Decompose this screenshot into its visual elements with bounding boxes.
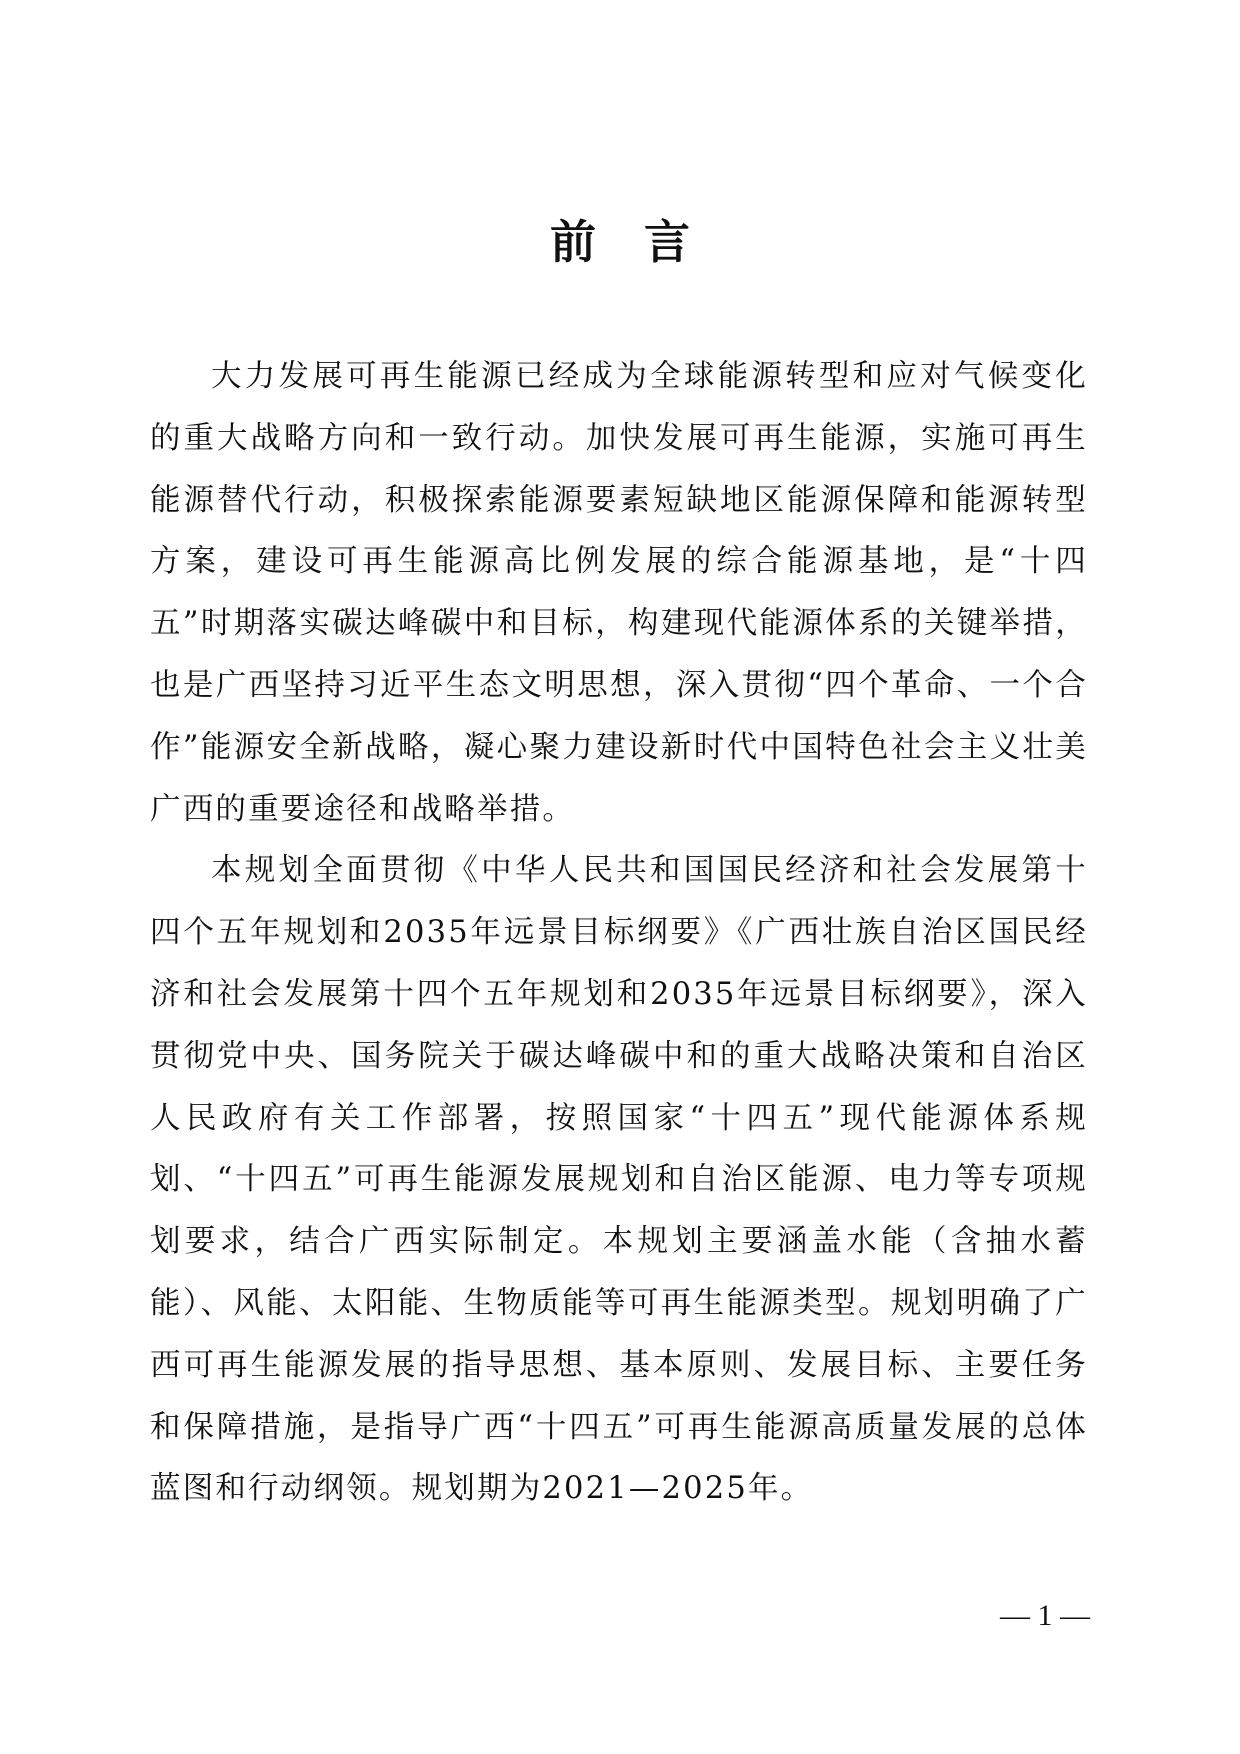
paragraph-1: 大力发展可再生能源已经成为全球能源转型和应对气候变化的重大战略方向和一致行动。加快发展可再生能源，实施可再生能源替代行动，积极探索能源要素短缺地区能源保障和能源转型方案，建设可再生能源高比例发展的综合能源基地，是“十四五”时期落实碳达峰碳中和目标，构建现代能源体系的关键举措，也是广西坚持习近平生态文明思想，深入贯彻“四个革命、一个合作”能源安全新战略，凝心聚力建设新时代中国特色社会主义壮美广西的重要途径和战略举措。: [150, 359, 1088, 827]
page-number: — 1 —: [1000, 1599, 1090, 1632]
document-body: [150, 346, 1088, 1520]
page-title: 前言: [550, 215, 738, 269]
paragraph-2: 本规划全面贯彻《中华人民共和国国民经济和社会发展第十四个五年规划和2035年远景目标纲要》《广西壮族自治区国民经济和社会发展第十四个五年规划和2035年远景目标纲要》，深入贯彻党中央、国务院关于碳达峰碳中和的重大战略决策和自治区人民政府有关工作部署，按照国家“十四五”现代能源体系规划、“十四五”可再生能源发展规划和自治区能源、电力等专项规划要求，结合广西实际制定。本规划主要涵盖水能（含抽水蓄能）、风能、太阳能、生物质能等可再生能源类型。规划明确了广西可再生能源发展的指导思想、基本原则、发展目标、主要任务和保障措施，是指导广西“十四五”可再生能源高质量发展的总体蓝图和行动纲领。规划期为2021—2025年。: [150, 853, 1088, 1507]
